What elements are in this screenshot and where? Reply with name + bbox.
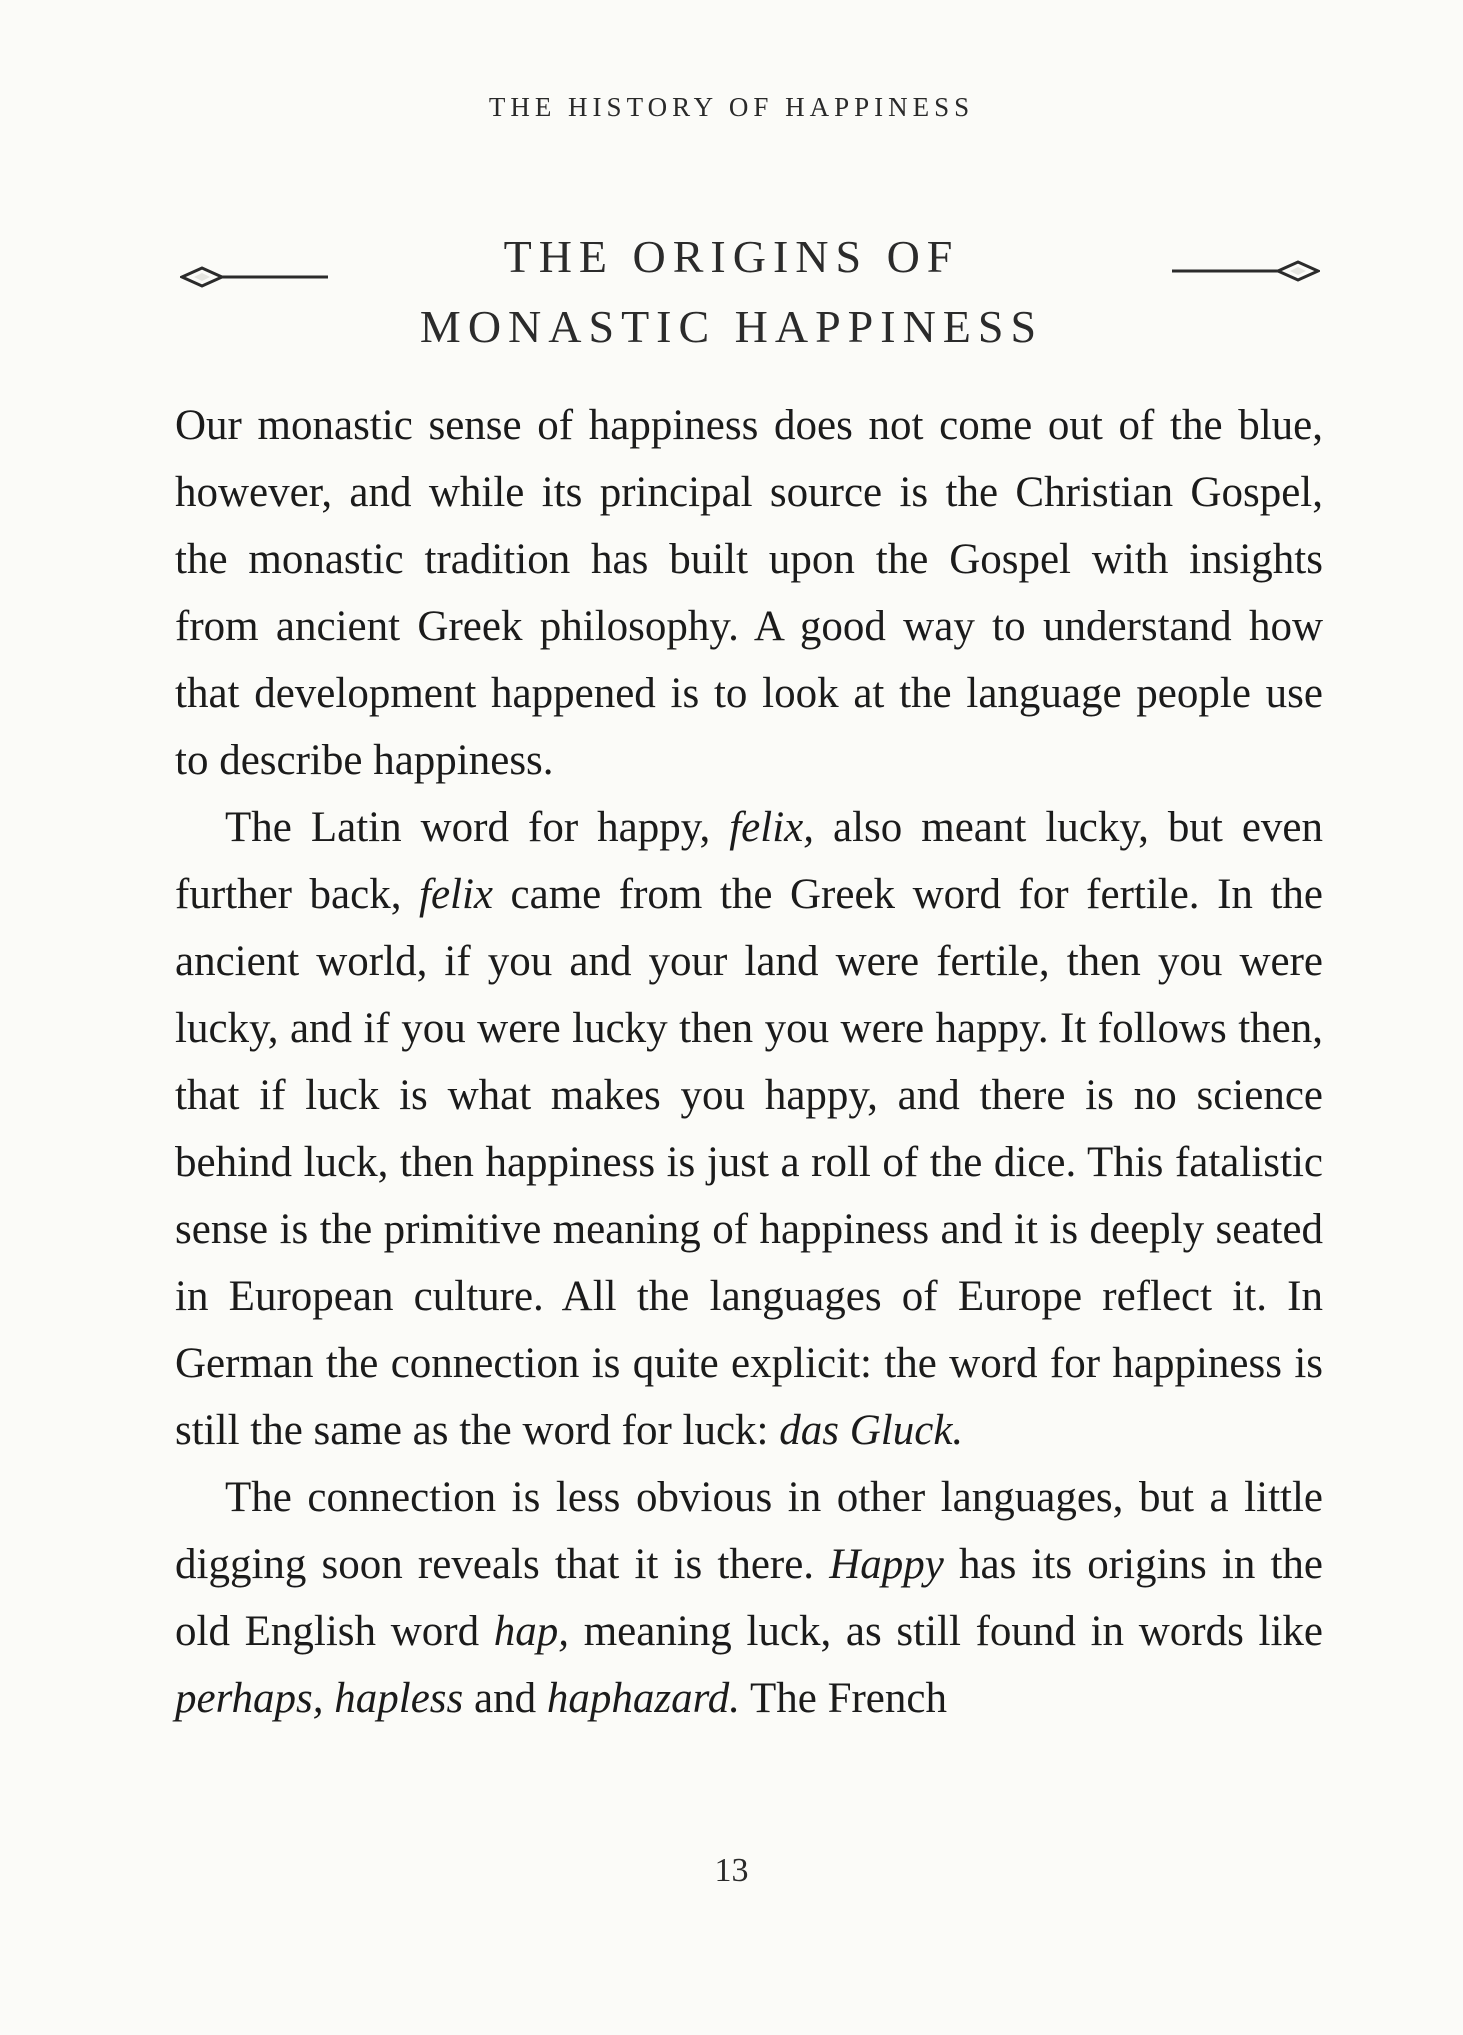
p2-felix-1: felix, (729, 804, 814, 851)
p2-das-gluck: das Gluck. (779, 1407, 964, 1454)
page-number: 13 (714, 1852, 749, 1889)
p3-text-4: and (463, 1675, 547, 1722)
chapter-title-line-2: MONASTIC HAPPINESS (419, 301, 1044, 352)
p2-text-3: came from the Greek word for fertile. In the ancient world, if you and your land were fertile, then you were lucky, and if you were lucky then you were happy. It follows then, that if luck is what makes you happy, and there is no science behind luck, then happiness is just a roll of the dice. This fatalistic sense is the primitive meaning of happiness and it is deeply seated in European culture. All the languages of Europe reflect it. In German the connection is quite explicit: the word for happiness is still the same as the word for luck: (175, 871, 1323, 1454)
p3-text-1: The connection is less obvious in other languages, but a little digging soon reveals that it is there. (175, 1474, 1323, 1588)
p3-text-3: meaning luck, as still found in words like (569, 1608, 1323, 1655)
p2-text-2: also meant lucky, but even further back, (175, 804, 1323, 918)
p3-text-2: has its origins in the old English word (175, 1541, 1324, 1655)
p3-hap: hap, (493, 1608, 570, 1655)
p3-perhaps-hapless: perhaps, hapless (175, 1675, 464, 1722)
chapter-title (0, 222, 1463, 362)
chapter-title-line-1: THE ORIGINS OF (503, 231, 960, 282)
body-text (175, 392, 1323, 1732)
paragraph-2 (175, 794, 1323, 1464)
paragraph-1: Our monastic sense of happiness does not come out of the blue, however, and while its principal source is the Christian Gospel, the monastic tradition has built upon the Gospel with insights from ancient Greek philosophy. A good way to understand how that development happened is to look at the language people use to describe happiness. (175, 402, 1323, 784)
p3-text-5: The French (740, 1675, 947, 1722)
paragraph-3 (175, 1464, 1323, 1732)
p2-felix-2: felix (419, 871, 494, 918)
running-head: THE HISTORY OF HAPPINESS (488, 92, 975, 122)
p3-haphazard: haphazard. (546, 1675, 740, 1722)
p2-text-1: The Latin word for happy, (225, 804, 730, 851)
p3-happy: Happy (829, 1541, 944, 1588)
